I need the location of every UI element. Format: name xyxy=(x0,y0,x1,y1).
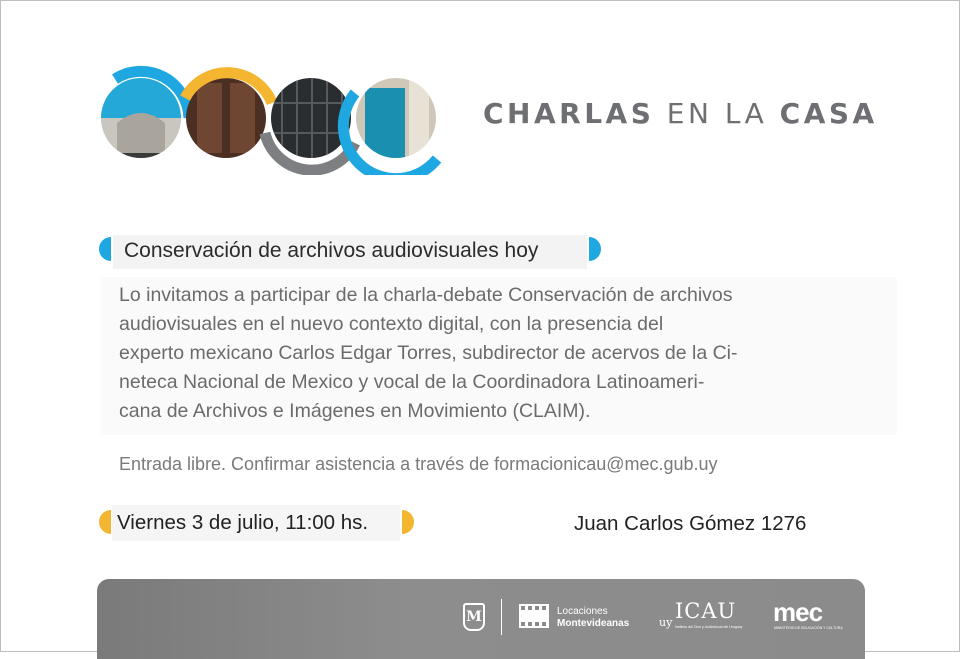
heading-accent-left xyxy=(99,237,111,261)
series-title-word-1: CHARLAS xyxy=(483,97,655,130)
description-line: audiovisuales en el nuevo contexto digital, con la presencia del xyxy=(119,313,664,335)
event-description xyxy=(119,281,834,426)
description-line: Lo invitamos a participar de la charla-debate Conservación de archivos xyxy=(119,284,733,306)
film-strip-icon xyxy=(519,604,549,628)
charlas-logo-circles xyxy=(97,63,443,175)
mec-logo-main: mec xyxy=(773,597,823,627)
footer-divider xyxy=(501,599,502,635)
mec-logo-caption: MINISTERIO DE EDUCACIÓN Y CULTURA xyxy=(774,626,843,630)
montevideo-logo xyxy=(463,603,485,631)
montevideo-logo-glyph: M xyxy=(466,609,482,625)
icau-logo-main: ICAU xyxy=(675,599,737,623)
icau-logo-sub: uy xyxy=(659,616,673,629)
event-heading: Conservación de archivos audiovisuales hoy xyxy=(124,239,539,262)
heading-accent-right xyxy=(589,237,601,261)
locaciones-line-1: Locaciones xyxy=(557,606,608,617)
description-line: neteca Nacional de Mexico y vocal de la Coordinadora Latinoameri- xyxy=(119,371,705,393)
event-date: Viernes 3 de julio, 11:00 hs. xyxy=(117,511,369,534)
series-title xyxy=(483,97,903,137)
locaciones-line-2: Montevideanas xyxy=(557,618,630,629)
icau-logo xyxy=(657,598,749,634)
series-title-word-3: CASA xyxy=(779,97,878,130)
photo-circle-balcony xyxy=(352,73,442,168)
icau-logo-caption: Instituto del Cine y Audiovisual del Uruguay xyxy=(675,625,743,629)
entry-note: Entrada libre. Confirmar asistencia a través de formacionicau@mec.gub.uy xyxy=(119,454,718,474)
locaciones-logo-text xyxy=(557,606,629,630)
mec-logo xyxy=(773,597,843,633)
date-accent-left xyxy=(99,510,111,534)
description-line: experto mexicano Carlos Edgar Torres, subdirector de acervos de la Ci- xyxy=(119,342,738,364)
series-title-word-2: EN LA xyxy=(666,97,768,130)
description-line: cana de Archivos e Imágenes en Movimiento (CLAIM). xyxy=(119,400,591,422)
date-accent-right xyxy=(402,510,414,534)
event-address: Juan Carlos Gómez 1276 xyxy=(574,512,807,535)
